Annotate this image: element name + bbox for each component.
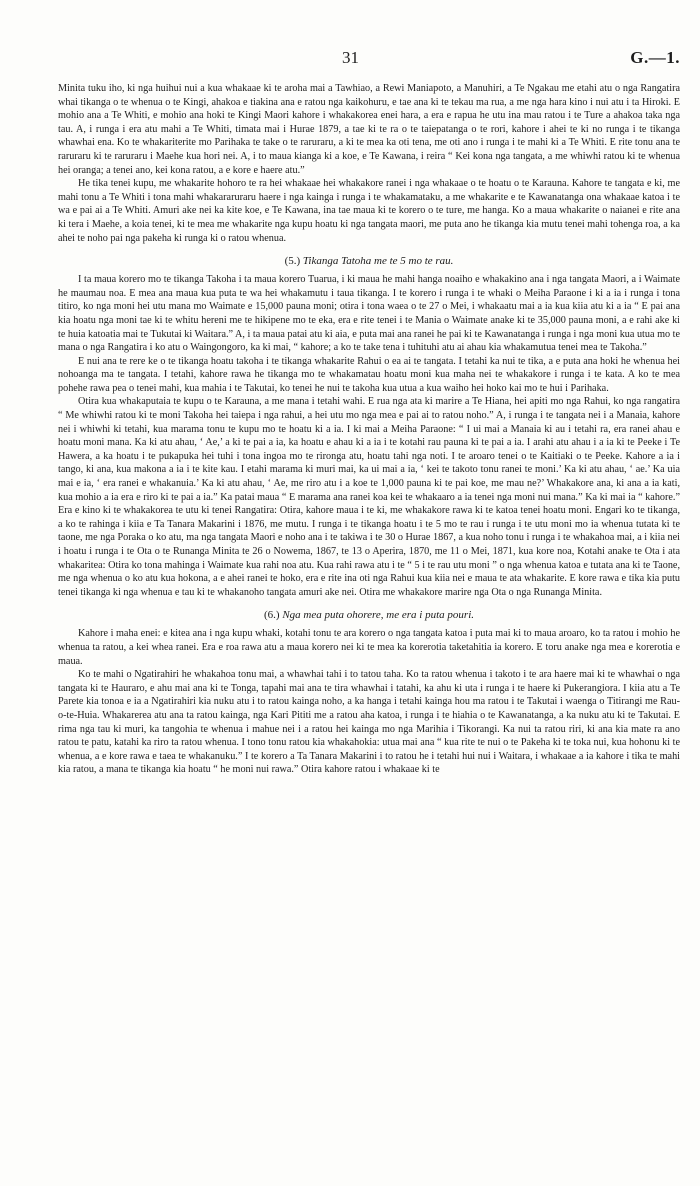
- paragraph: He tika tenei kupu, me whakarite hohoro te ra hei whakaae hei whakakore ranei i nga whakaae o te hoatu o te Karauna. Kahore te tangata e ki, me mahi tonu a Te Whiti i tona mahi whakararuraru haere i nga kainga i runga i te whakamataku, a me whakarite e te Kawanatanga ona whakaae katoa i te wa e pai ai a Te Whiti. Amuri ake nei ka kite koe, e Te Kawana, ina tae maua ki te korero o te ture, me hanga. Ko a maua whakarite o naianei e rite ana ki tera i Maehe, a koia tenei, ki te mea me whakarite nga kupu hoatu ki nga tangata maori, me puta ano he tikanga kia mutu tenei mahi tohenga roa, a ka ahei te noho pai nga pakeha ki runga ki o ratou whenua.: [58, 178, 680, 244]
- paragraph: I ta maua korero mo te tikanga Takoha i ta maua korero Tuarua, i ki maua he mahi hanga noaiho e whakakino ana i nga tangata Maori, a i Waimate he maumau noa. E mea ana maua kua puta te wa hei whakamutu i taua tikanga. I te korero i runga i te whaki o Meiha Paraone i ki a ia i runga i tona titiro, ko nga moni hei utu mana mo Waimate e 15,000 pauna moni; otira i tona waea o te 27 o Mei, i whakaatu mai a ia kua kiia atu ki a ia “ E pai ana kia hoatu nga moni tae ki te whitu hereni me te hikipene mo te eka, era e rite tenei i te Mania o Waimate anake ki te 35,000 pauna moni, a e rahi ake ki te huia katoatia mai te Tukutai ki Waitara.” A, i ta maua patai atu ki aia, e puta mai ana ranei he pai ki te Kawanatanga i runga i nga moni kua utua mo te mana o nga Rangatira i ko atu o Waingongoro, ka ki mai, “ kahore; a ko te take tena i tuhituhi atu ai ahau kia whakamutua tenei mea te Takoha.”: [58, 274, 680, 354]
- page-header: [58, 0, 680, 82]
- document-reference: G.—1.: [630, 48, 680, 67]
- section-number: (6.): [264, 609, 280, 622]
- section-title: Tikanga Tatoha me te 5 mo te rau.: [302, 255, 454, 268]
- paragraph: Kahore i maha enei: e kitea ana i nga kupu whaki, kotahi tonu te ara korero o nga tangata katoa i puta mai ki to maua aroaro, ko ta ratou i mohio he whenua ta ratou, a kei whea ranei. Era e roa rawa atu a maua korero nei ki te mea ka korerotia taketahitia ia korero. E toru anake nga mea e korerotia e maua.: [58, 628, 680, 667]
- paragraph: Ko te mahi o Ngatirahiri he whakahoa tonu mai, a whawhai tahi i to tatou taha. Ko ta ratou whenua i takoto i te ara haere mai ki te whawhai o nga tangata ki te Hauraro, e ahu mai ana ki te Tonga, tapahi mai ana te tira whawhai i tatahi, ka ahu ki uta i runga i te haere ki Pukerangiora. I kiia atu a Te Parete kia tonoa e ia a Ngatirahiri kia nuku atu i to ratou kainga noho, a ka hanga i tetahi kainga hou ma ratou i te Takutai i waenga o Titirangi me Rau-o-te-Huia. Whakarerea atu ana ta ratou kainga, nga Kari Pititi me a ratou aha katoa, i runga i te hiahia o te Kawanatanga, a ka nuku atu ki te Takutai. E rima nga tau ki muri, ka tangohia te whenua i mahue nei i a ratou hei kainga mo nga Marihia i Tikorangi. Ka nui ta ratou riri, ki ana kia mate ra ano ratou te patu, katahi ka riro ta ratou whenua. I tono tonu ratou kia whakahokia: utua mai ana “ kua rite te nui o te Pakeha ki te toka nui, kua hohonu ki te whenua, a e kore rawa e taea te whakanuku.” I te korero a Ta Tanara Makarini i to ratou he i tetahi hui nui i Waitara, i whakaae a ia kahore i tika te mahi kia ratou, a mana te tikanga kia hoatu “ he moni nui rawa.” Otira kahore ratou i whakaae ki te: [58, 669, 680, 776]
- section-title: Nga mea puta ohorere, me era i puta pouri.: [282, 609, 474, 622]
- section-heading: [58, 255, 680, 267]
- paragraph: Otira kua whakaputaia te kupu o te Karauna, a me mana i tetahi wahi. E rua nga ata ki marire a Te Hiana, hei apiti mo nga Rahui, ko nga rangatira “ Me whiwhi ratou ki te moni Takoha hei taiepa i nga rahui, a hei utu mo nga mea e pai ai to ratou noho.” A, i runga i te tangata nei i a Manaia, kahore nei i whiwhi ki tetahi, kua marama tonu te kupu mo te hoatu ki a ia. I ki mai a Meiha Paraone: “ I ui mai a Manaia ki au i tetahi ra, era ranei ahau e hoatu moni mana. Ka ki atu ahau, ‘ Ae,’ a ki te pai a ia, ka hoatu e ahau ki a ia i te kotahi rau pauna ki te pai a ia. I arahi atu ahau i a ia ki te Peeke i Te Hawera, a ka hoatu i te pukapuka hei tuhi i tona ingoa mo te rironga atu, hoatu tahi nga noti. I te aroaro tenei o te Kaitiaki o te Peeke. Kahore a ia i tango, ki ana, kua makona a ia i te kite kau. I etahi marama ki muri mai, ka ui mai a ia, ‘ kei te takoto tonu ranei te moni.’ Ka ki atu ahau, ‘ ae.’ Ka uia mai e ia, ‘ era ranei e whakanuia.’ Ka ki atu ahau, ‘ Ae, me riro atu i a koe te 1,000 pauna ki te pai koe, me mau ne?’ Whakakore ana, ki ana a ia kati, kua mohio a ia era e riro ki te pai a ia.” Ka patai maua “ E marama ana ranei koa kei te whakaaro a ia tenei nga moni nui mana.” Ka ki mai ia “ kahore.” Era e kino ki te whakakorea te utu ki tenei Rangatira: Otira, kahore maua i te ki, me whakakore rawa ki te katoa tenei hoatu moni. Engari ko te tikanga, a ko te rahinga i kiia e Ta Tanara Makarini i 1876, me mutu. I runga i te tikanga hoatu i te 5 mo te rau i runga i te utu moni mo ia whenua tutata ki te taone, me nga Poraka o ko atu, ma nga tangata Maori e noho ana i te takiwa i te 30 o Hurae 1867, a kua noho tonu i runga i te whakahoa mai, a i kiia nei i hoatu i runga i te Ota o te Runanga Minita te 26 o Nowema, 1867, te 13 o Aperira, 1870, me 11 o Mei, 1871, kua kore noa, Kotahi anake te Ota i ata whakaritea: Otira ko tona mahinga i Waimate kua rahi noa atu. Kua rahi rawa atu i te “ 5 i te rau utu moni ” o nga whenua katoa e tutata ana ki te Taone, me nga whenua o ko atu kua hokona, a e ahei ranei te hoko, era e rite ina oti nga Rahui kua kiia nei e maua te ata whakarite. E kore rawa e tika kia putu tenei tikanga ki nga whenua e tau ki te whakanoho tangata amuri ake nei. Otira me whakakore marire nga Ota o nga Runanga Minita.: [58, 396, 680, 598]
- section-number: (5.): [284, 255, 301, 268]
- section-heading: [58, 609, 680, 621]
- page-number: 31: [342, 48, 359, 67]
- body-text: [58, 82, 680, 777]
- paragraph: Minita tuku iho, ki nga huihui nui a kua whakaae ki te aroha mai a Tawhiao, a Rewi Maniapoto, a Manuhiri, a Te Ngakau me etahi atu o nga Rangatira whai tikanga o te whenua o te Kingi, ahakoa e tiakina ana e ratou nga kaikohuru, e tae ana ki te tekau ma rua, a me nga hara kino i nui atu i ta Hiroki. E mohio ana a Te Whiti, e mohio ana hoki te Kingi Maori kahore i whakakorea enei hara, a era e rapua he utu ina mau ratou i te Ture a ahakoa taka nga tau. A, i runga i era atu mahi a Te Whiti, timata mai i Hurae 1879, a tae ki te ra o te taiepatanga o te rori, kahore i ahei te ki no runga i te tikanga whawhai ena. Ko te whakariterite mo Parihaka te take o te raruraru, a ki te mea ka oti tena, me oti ano i runga i te mahi ki a Te Whiti. E rite tonu ana te raruraru ki te raruraru i Maehe kua hori nei. A, i to maua kianga ki a koe, e Te Kawana, i reira “ Kei kona nga tangata, a me whiwhi ratou ki te whenua hei oranga; a tenei ano, kei kona ratou, a e kore e haere atu.”: [58, 83, 680, 176]
- paragraph: E nui ana te rere ke o te tikanga hoatu takoha i te tikanga whakarite Rahui o ea ai te tangata. I tetahi ka nui te tika, a e puta ana hoki he whenua hei nohoanga ma te tangata. I tetahi, kahore rawa he tikanga mo te whakamatau hoatu moni kua maha nei te whakakore i runga i te kata. A ko te mea pohehe rawa pea o tenei mahi, kua mahia i te Takutai, ko tenei he nui te takoha kua utua a kua waiho hei hoko kai mo te hui i Parihaka.: [58, 355, 680, 394]
